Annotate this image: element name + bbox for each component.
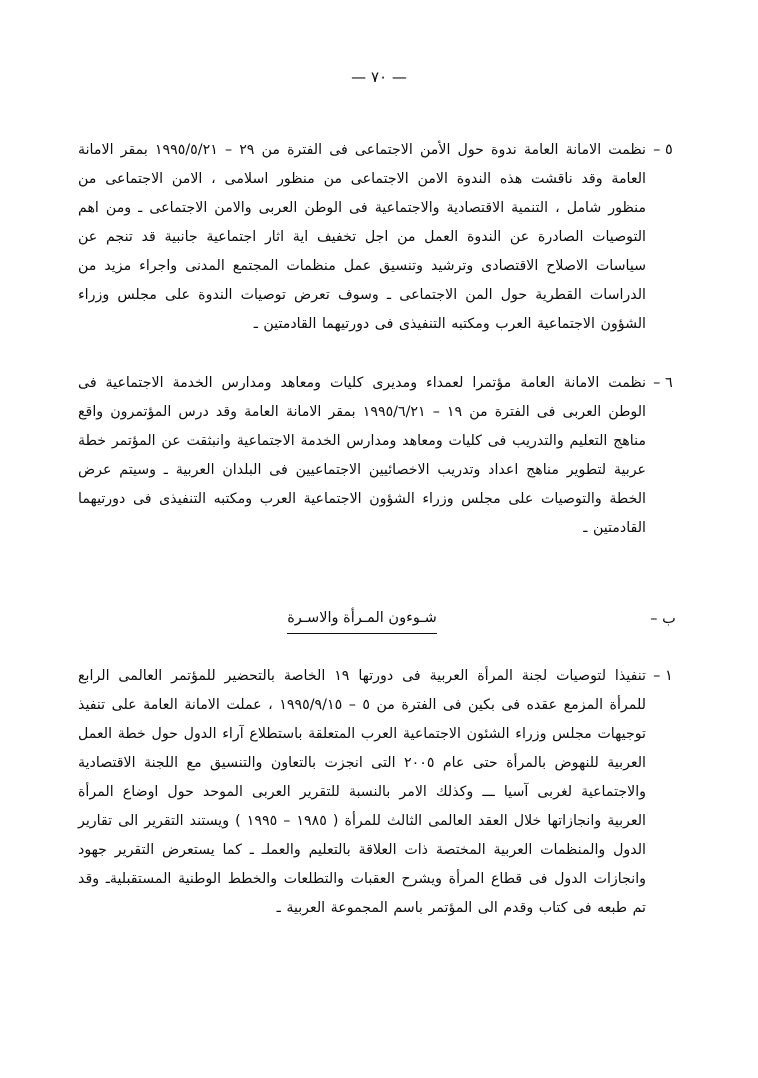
section-title: شـوءون المـرأة والاسـرة: [287, 605, 437, 634]
spacer: [78, 573, 680, 599]
spacer: [78, 650, 680, 662]
section-marker: ب –: [650, 611, 676, 627]
paragraph-marker: ٦ –: [653, 375, 673, 391]
paragraph-text: نظمت الامانة العامة ندوة حول الأمن الاجتماعى فى الفترة من ٢٩ – ١٩٩٥/٥/٢١ بمقر الامانة العامة وقد ناقشت هذه الندوة الامن الاجتماعى من منظور اسلامى ، الامن الاجتماعى من منظور شامل ، التنمية الاقتصادية والاجتماعية فى الوطن العربى والامن الاجتماعى ـ ومن اهم التوصيات الصادرة عن الندوة العمل من اجل تخفيف اية اثار اجتماعية جانبية قد تنجم عن سياسات الاصلاح الاقتصادى وترشيد وتنسيق عمل منظمات المجتمع المدنى واجراء مزيد من الدراسات القطرية حول المن الاجتماعى ـ وسوف تعرض توصيات الندوة على مجلس وزراء الشؤون الاجتماعية العرب ومكتبه التنفيذى فى دورتيهما القادمتين ـ: [78, 142, 646, 332]
paragraph-marker: ١ –: [653, 668, 673, 684]
paragraph-marker: ٥ –: [653, 142, 673, 158]
paragraph-text: تنفيذا لتوصيات لجنة المرأة العربية فى دورتها ١٩ الخاصة بالتحضير للمؤتمر العالمى الرابع للمرأة المزمع عقده فى بكين فى الفترة من ٥ – ١٩٩٥/٩/١٥ ، عملت الامانة العامة على تنفيذ توجيهات مجلس وزراء الشئون الاجتماعية العرب المتعلقة باستطلاع آراء الدول حول خطة العمل العربية للنهوض بالمرأة حتى عام ٢٠٠٥ التى انجزت بالتعاون والتنسيق مع اللجنة الاقتصادية والاجتماعية لغربى آسيا ـــ وكذلك الامر بالنسبة للتقرير العربى الموحد حول اوضاع المرأة العربية وانجازاتها خلال العقد العالمى الثالث للمرأة ( ١٩٨٥ – ١٩٩٥ ) ويستند التقرير الى تقارير الدول والمنظمات العربية المختصة ذات العلاقة بالتعليم والعملـ ـ كما يستعرض التقرير جهود وانجازات الدول فى قطاع المرأة ويشرح العقبات والتطلعات والخطط الوطنية المستقبليةـ وقد تم طبعه فى كتاب وقدم الى المؤتمر باسم المجموعة العربية ـ: [78, 668, 647, 916]
numbered-paragraph: [78, 662, 680, 923]
numbered-paragraph: [78, 136, 680, 339]
page-content: [78, 136, 680, 923]
section-heading: [78, 605, 680, 634]
numbered-paragraph: [78, 369, 680, 543]
page-number: — ٧٠ —: [351, 68, 407, 86]
paragraph-text: نظمت الامانة العامة مؤتمرا لعمداء ومديرى كليات ومعاهد ومدارس الخدمة الاجتماعية فى الوطن العربى فى الفترة من ١٩ – ١٩٩٥/٦/٢١ بمقر الامانة العامة وقد درس المؤتمرون واقع مناهج التعليم والتدريب فى كليات ومعاهد ومدارس الخدمة الاجتماعية وانبثقت عن المؤتمر خطة عربية لتطوير مناهج اعداد وتدريب الاخصائيين الاجتماعيين فى البلدان العربية ـ وسيتم عرض الخطة والتوصيات على مجلس وزراء الشؤون الاجتماعية العرب ومكتبه التنفيذى فى دورتيهما القادمتين ـ: [78, 375, 646, 536]
section-title-wrapper: [78, 605, 646, 634]
